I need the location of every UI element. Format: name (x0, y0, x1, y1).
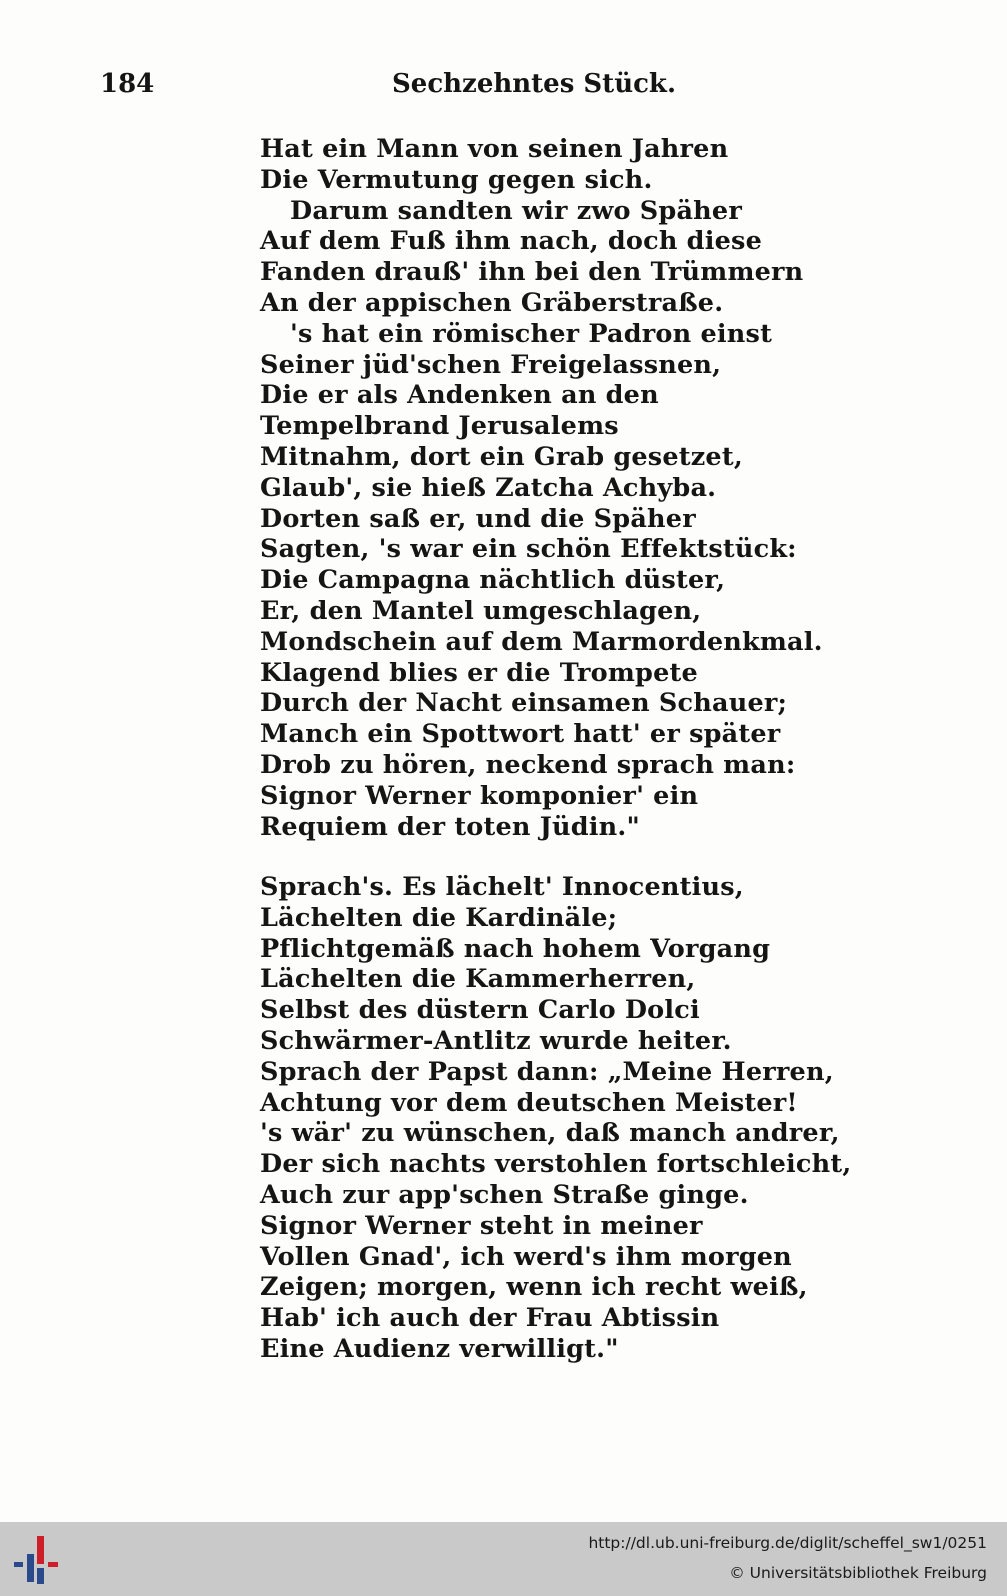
footer-bar (0, 1522, 1007, 1596)
verse-line: Drob zu hören, neckend sprach man: (260, 749, 796, 780)
verse-line: Sprach der Papst dann: „Meine Herren, (260, 1056, 834, 1087)
verse-line: Pflichtgemäß nach hohem Vorgang (260, 933, 771, 964)
verse-line: Glaub', sie hieß Zatcha Achyba. (260, 472, 717, 503)
verse-line: Zeigen; morgen, wenn ich recht weiß, (260, 1272, 808, 1303)
ub-freiburg-logo-icon (14, 1532, 64, 1588)
verse-line: Sagten, 's war ein schön Effektstück: (260, 534, 797, 565)
verse-line: 's hat ein römischer Padron einst (290, 318, 773, 349)
verse-line: Die Campagna nächtlich düster, (260, 565, 726, 596)
verse-line: Sprach's. Es lächelt' Innocentius, (260, 872, 744, 902)
verse-line: Schwärmer-Antlitz wurde heiter. (260, 1025, 732, 1056)
verse-line: Hat ein Mann von seinen Jahren (260, 134, 729, 164)
source-url[interactable]: http://dl.ub.uni-freiburg.de/diglit/scheffel_sw1/0251 (588, 1534, 987, 1552)
verse-line: Seiner jüd'schen Freigelassnen, (260, 349, 722, 380)
verse-line: Signor Werner komponier' ein (260, 780, 699, 811)
stanza-2 (260, 872, 851, 1365)
verse-line: Dorten saß er, und die Späher (260, 503, 696, 534)
verse-line: Er, den Mantel umgeschlagen, (260, 595, 702, 626)
verse-line: An der appischen Gräberstraße. (260, 287, 724, 318)
stanza-1 (260, 134, 823, 842)
verse-line: Lächelten die Kardinäle; (260, 902, 618, 933)
page-number: 184 (100, 69, 155, 99)
verse-line: Darum sandten wir zwo Späher (290, 195, 742, 226)
verse-line: 's wär' zu wünschen, daß manch andrer, (260, 1118, 840, 1149)
verse-line: Achtung vor dem deutschen Meister! (260, 1087, 798, 1118)
copyright-notice: © Universitätsbibliothek Freiburg (729, 1564, 987, 1582)
verse-line: Selbst des düstern Carlo Dolci (260, 995, 700, 1026)
verse-line: Fanden drauß' ihn bei den Trümmern (260, 257, 804, 288)
verse-line: Der sich nachts verstohlen fortschleicht, (260, 1149, 852, 1180)
verse-line: Mondschein auf dem Marmordenkmal. (260, 626, 823, 657)
verse-line: Signor Werner steht in meiner (260, 1210, 703, 1241)
verse-line: Mitnahm, dort ein Grab gesetzet, (260, 441, 743, 472)
verse-line: Eine Audienz verwilligt." (260, 1333, 619, 1364)
verse-line: Hab' ich auch der Frau Abtissin (260, 1303, 720, 1334)
verse-line: Auch zur app'schen Straße ginge. (260, 1179, 749, 1210)
verse-line: Lächelten die Kammerherren, (260, 964, 696, 995)
verse-line: Tempelbrand Jerusalems (260, 411, 619, 442)
running-head: Sechzehntes Stück. (392, 69, 676, 99)
verse-line: Durch der Nacht einsamen Schauer; (260, 688, 788, 719)
verse-line: Requiem der toten Jüdin." (260, 811, 640, 842)
verse-line: Klagend blies er die Trompete (260, 657, 698, 688)
verse-line: Die er als Andenken an den (260, 380, 659, 411)
verse-line: Manch ein Spottwort hatt' er später (260, 719, 781, 750)
verse-line: Vollen Gnad', ich werd's ihm morgen (260, 1241, 792, 1272)
verse-line: Auf dem Fuß ihm nach, doch diese (260, 226, 763, 257)
verse-line: Die Vermutung gegen sich. (260, 164, 653, 195)
